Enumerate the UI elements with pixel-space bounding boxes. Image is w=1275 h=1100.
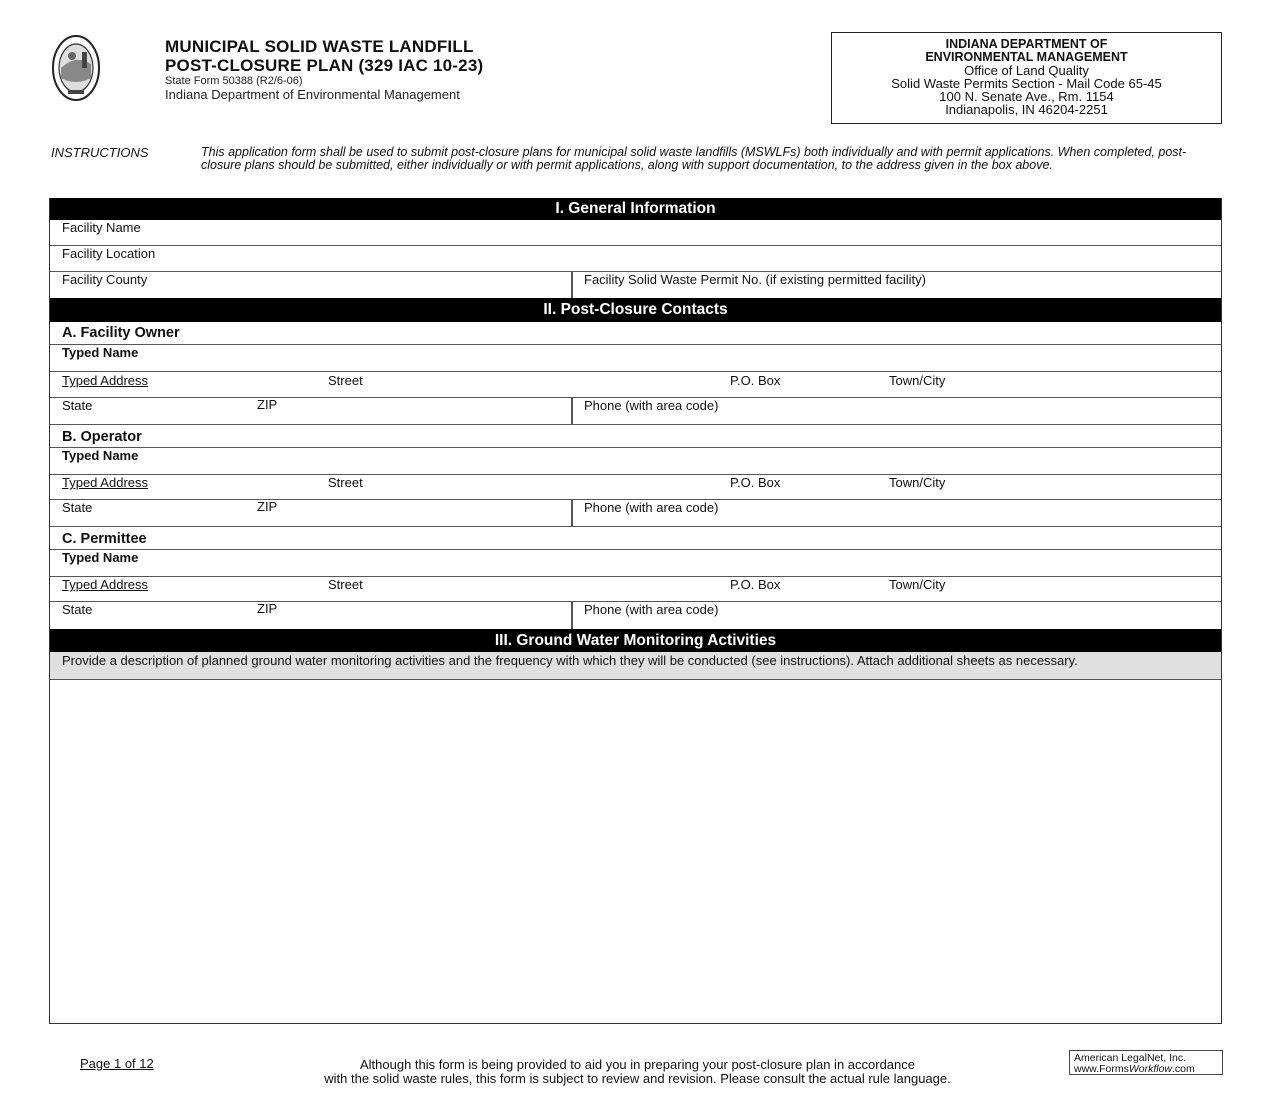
permittee-typed-address-field[interactable] [50,577,1221,602]
state-seal-icon [52,34,100,102]
permittee-state-zip-phone-row [50,602,1221,629]
typed-address-label: Typed Address [62,373,148,388]
street-label: Street [328,475,363,490]
operator-state-zip-field[interactable] [50,500,571,526]
phone-label: Phone (with area code) [584,398,719,413]
state-label: State [62,398,93,413]
town-city-label: Town/City [889,373,946,388]
facility-county-field[interactable] [50,272,571,298]
page-number: Page 1 of 12 [80,1056,154,1071]
mailing-address-box [831,32,1222,124]
address-line5: 100 N. Senate Ave., Rm. 1154 [939,89,1114,104]
vendor-url [1074,1064,1218,1075]
post-closure-form [49,198,1222,1024]
form-number: State Form 50388 (R2/6-06) [165,75,303,87]
form-title-line1: MUNICIPAL SOLID WASTE LANDFILL [165,37,474,56]
permit-number-field[interactable] [573,272,1221,298]
owner-typed-address-field[interactable] [50,372,1221,398]
facility-name-label: Facility Name [62,220,141,235]
permit-number-label: Facility Solid Waste Permit No. (if existing permitted facility) [584,272,926,287]
phone-label: Phone (with area code) [584,500,719,515]
zip-label: ZIP [257,397,278,412]
facility-location-field[interactable] [50,246,1221,272]
operator-typed-address-field[interactable] [50,475,1221,500]
instructions-text: This application form shall be used to submit post-closure plans for municipal solid waste landfills (MSWLFs) both individually and with permit applications. When completed, post-closure plans should be submitted, either individually or with permit applications, along with support documentation, to the address given in the box above. [201,145,1187,172]
address-line2: ENVIRONMENTAL MANAGEMENT [925,50,1128,64]
phone-label: Phone (with area code) [584,602,719,617]
vendor-badge [1069,1050,1223,1075]
state-label: State [62,602,93,617]
po-box-label: P.O. Box [730,577,781,592]
operator-heading-row [50,425,1221,448]
permittee-heading-row [50,527,1221,550]
section-post-closure-contacts-header: II. Post-Closure Contacts [50,298,1221,322]
operator-state-zip-phone-row [50,500,1221,527]
typed-address-label: Typed Address [62,577,148,592]
operator-heading: B. Operator [62,429,142,445]
ground-water-description-input[interactable] [50,680,1221,1022]
town-city-label: Town/City [889,475,946,490]
vendor-name: American LegalNet, Inc. [1074,1052,1187,1064]
facility-owner-heading: A. Facility Owner [62,325,180,341]
town-city-label: Town/City [889,577,946,592]
zip-label: ZIP [257,499,278,514]
street-label: Street [328,577,363,592]
owner-state-zip-field[interactable] [50,398,571,424]
facility-name-field[interactable] [50,220,1221,246]
permittee-phone-field[interactable] [573,602,1221,629]
address-line6: Indianapolis, IN 46204-2251 [945,102,1108,117]
typed-address-label: Typed Address [62,475,148,490]
facility-location-label: Facility Location [62,246,156,261]
address-line3: Office of Land Quality [964,63,1089,78]
permittee-state-zip-field[interactable] [50,602,571,629]
typed-name-label: Typed Name [62,448,139,463]
vendor-url-part: .com [1172,1062,1195,1075]
agency-name: Indiana Department of Environmental Management [165,87,460,102]
typed-name-label: Typed Name [62,345,139,360]
footer-disclaimer-line2: with the solid waste rules, this form is subject to review and revision. Please consult the actual rule language. [324,1071,951,1086]
footer-disclaimer-line1: Although this form is being provided to aid you in preparing your post-closure plan in accordance [360,1057,915,1072]
owner-phone-field[interactable] [573,398,1221,424]
street-label: Street [328,373,363,388]
ground-water-instructions-note: Provide a description of planned ground water monitoring activities and the frequency with which they will be conducted (see instructions). Attach additional sheets as necessary. [50,652,1221,680]
form-title-block [165,37,483,102]
owner-typed-name-field[interactable] [50,345,1221,372]
state-label: State [62,500,93,515]
address-line4: Solid Waste Permits Section - Mail Code 65-45 [891,76,1162,91]
facility-owner-heading-row [50,322,1221,345]
zip-label: ZIP [257,601,278,616]
permittee-heading: C. Permittee [62,531,147,547]
owner-state-zip-phone-row [50,398,1221,425]
footer-disclaimer [200,1058,1075,1086]
instructions-label: INSTRUCTIONS [51,145,149,160]
vendor-url-part: Workflow [1128,1062,1173,1075]
section-general-information-header: I. General Information [50,198,1221,220]
typed-name-label: Typed Name [62,550,139,565]
po-box-label: P.O. Box [730,475,781,490]
permittee-typed-name-field[interactable] [50,550,1221,577]
form-title-line2: POST-CLOSURE PLAN (329 IAC 10-23) [165,56,484,75]
vendor-url-part: www.Forms [1074,1062,1129,1075]
section-ground-water-monitoring-header: III. Ground Water Monitoring Activities [50,629,1221,652]
facility-county-row [50,272,1221,298]
operator-phone-field[interactable] [573,500,1221,526]
operator-typed-name-field[interactable] [50,448,1221,475]
po-box-label: P.O. Box [730,373,781,388]
address-line1: INDIANA DEPARTMENT OF [945,37,1108,51]
facility-county-label: Facility County [62,272,148,287]
